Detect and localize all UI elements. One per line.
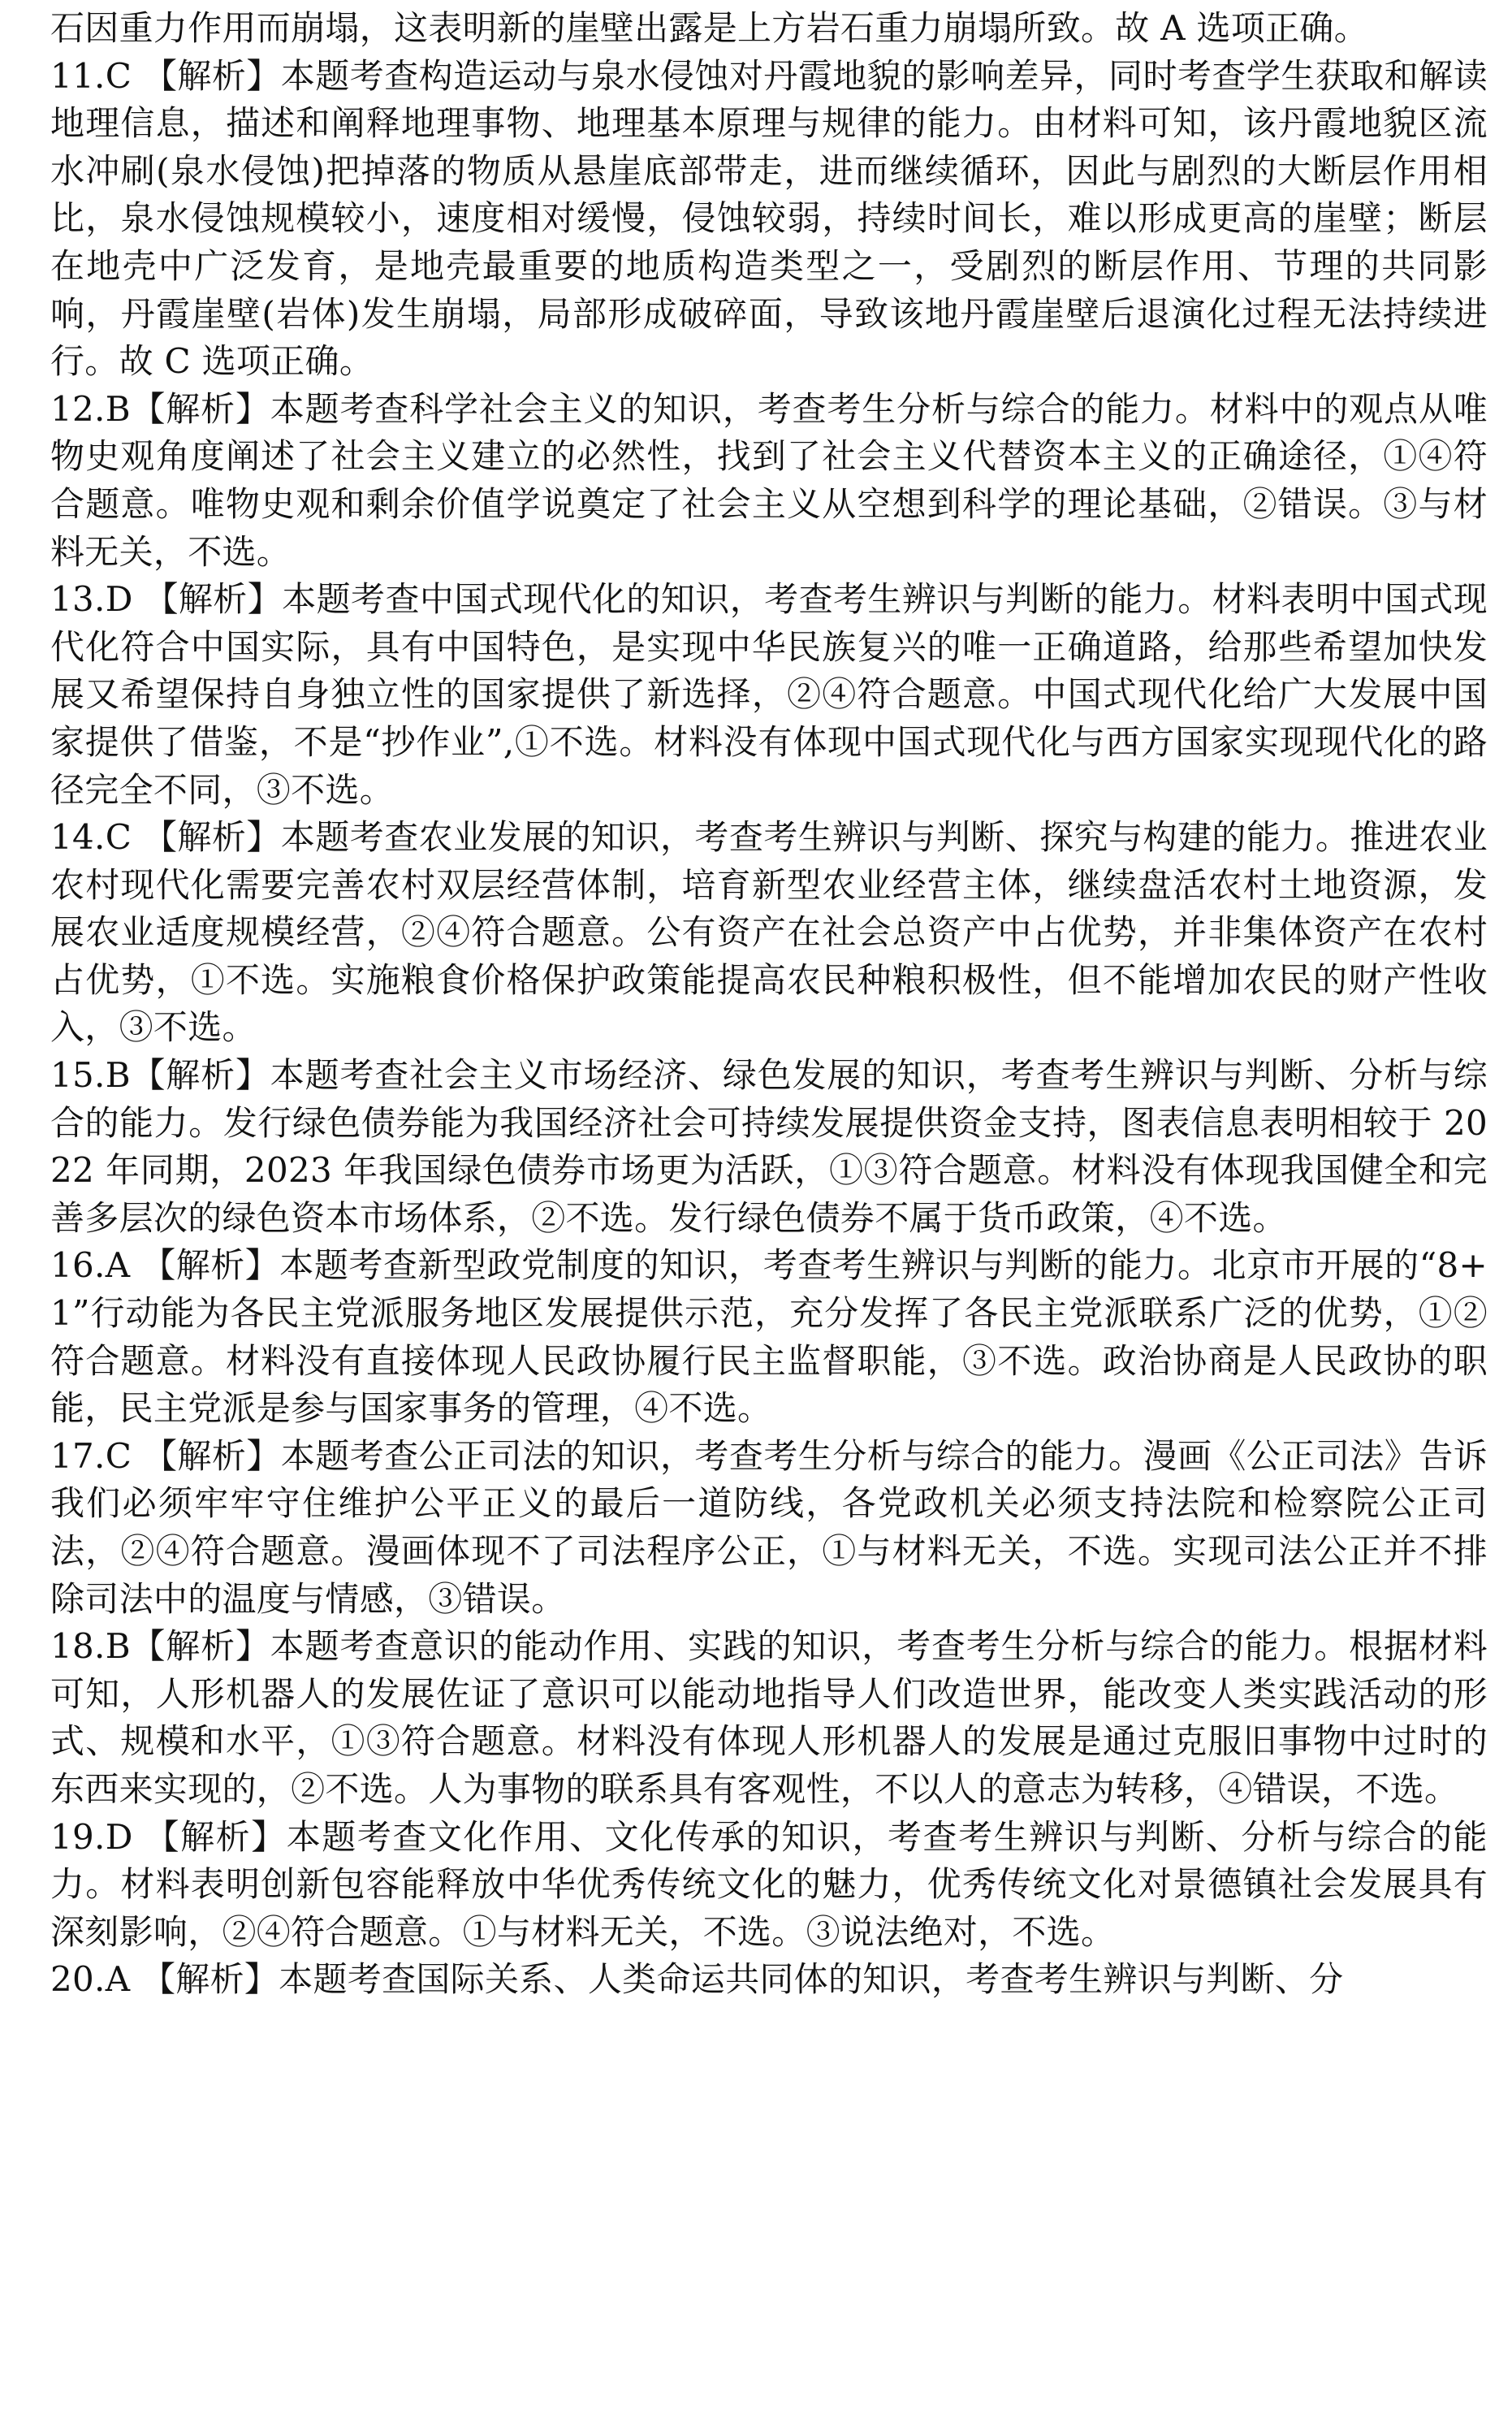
answer-17: 17.C 【解析】本题考查公正司法的知识，考查考生分析与综合的能力。漫画《公正司法》告诉我们必须牢牢守住维护公平正义的最后一道防线，各党政机关必须支持法院和检察院公正司法，②④符合题意。漫画体现不了司法程序公正，①与材料无关，不选。实现司法公正并不排除司法中的温度与情感，③错误。 [50,1435,1488,1619]
answer-15: 15.B【解析】本题考查社会主义市场经济、绿色发展的知识，考查考生辨识与判断、分析与综合的能力。发行绿色债券能为我国经济社会可持续发展提供资金支持，图表信息表明相较于 2022 年同期，2023 年我国绿色债券市场更为活跃，①③符合题意。材料没有体现我国健全和完善多层次的绿色资本市场体系，②不选。发行绿色债券不属于货币政策，④不选。 [50,1055,1488,1238]
answer-13: 13.D 【解析】本题考查中国式现代化的知识，考查考生辨识与判断的能力。材料表明中国式现代化符合中国实际，具有中国特色，是实现中华民族复兴的唯一正确道路，给那些希望加快发展又希望保持自身独立性的国家提供了新选择，②④符合题意。中国式现代化给广大发展中国家提供了借鉴，不是“抄作业”,①不选。材料没有体现中国式现代化与西方国家实现现代化的路径完全不同，③不选。 [50,579,1488,810]
answer-18: 18.B【解析】本题考查意识的能动作用、实践的知识，考查考生分析与综合的能力。根据材料可知，人形机器人的发展佐证了意识可以能动地指导人们改造世界，能改变人类实践活动的形式、规模和水平，①③符合题意。材料没有体现人形机器人的发展是通过克服旧事物中过时的东西来实现的，②不选。人为事物的联系具有客观性，不以人的意志为转移，④错误，不选。 [50,1626,1488,1809]
answer-explanation-page [0,5,1512,2410]
answer-20: 20.A 【解析】本题考查国际关系、人类命运共同体的知识，考查考生辨识与判断、分 [50,1959,1344,2000]
answer-16: 16.A 【解析】本题考查新型政党制度的知识，考查考生辨识与判断的能力。北京市开展的“8+1”行动能为各民主党派服务地区发展提供示范，充分发挥了各民主党派联系广泛的优势，①②符合题意。材料没有直接体现人民政协履行民主监督职能，③不选。政治协商是人民政协的职能，民主党派是参与国家事务的管理，④不选。 [50,1245,1488,1429]
answer-11: 11.C 【解析】本题考查构造运动与泉水侵蚀对丹霞地貌的影响差异，同时考查学生获取和解读地理信息，描述和阐释地理事物、地理基本原理与规律的能力。由材料可知，该丹霞地貌区流水冲刷(泉水侵蚀)把掉落的物质从悬崖底部带走，进而继续循环，因此与剧烈的大断层作用相比，泉水侵蚀规模较小，速度相对缓慢，侵蚀较弱，持续时间长，难以形成更高的崖壁；断层在地壳中广泛发育，是地壳最重要的地质构造类型之一，受剧烈的断层作用、节理的共同影响，丹霞崖壁(岩体)发生崩塌，局部形成破碎面，导致该地丹霞崖壁后退演化过程无法持续进行。故 C 选项正确。 [50,55,1488,382]
answer-19: 19.D 【解析】本题考查文化作用、文化传承的知识，考查考生辨识与判断、分析与综合的能力。材料表明创新包容能释放中华优秀传统文化的魅力，优秀传统文化对景德镇社会发展具有深刻影响，②④符合题意。①与材料无关，不选。③说法绝对，不选。 [50,1816,1488,1952]
answer-14: 14.C 【解析】本题考查农业发展的知识，考查考生辨识与判断、探究与构建的能力。推进农业农村现代化需要完善农村双层经营体制，培育新型农业经营主体，继续盘活农村土地资源，发展农业适度规模经营，②④符合题意。公有资产在社会总资产中占优势，并非集体资产在农村占优势，①不选。实施粮食价格保护政策能提高农民种粮积极性，但不能增加农民的财产性收入，③不选。 [50,817,1488,1048]
paragraph-continuation: 石因重力作用而崩塌，这表明新的崖壁出露是上方岩石重力崩塌所致。故 A 选项正确。 [50,8,1369,48]
answer-12: 12.B【解析】本题考查科学社会主义的知识，考查考生分析与综合的能力。材料中的观点从唯物史观角度阐述了社会主义建立的必然性，找到了社会主义代替资本主义的正确途径，①④符合题意。唯物史观和剩余价值学说奠定了社会主义从空想到科学的理论基础，②错误。③与材料无关，不选。 [50,388,1488,572]
